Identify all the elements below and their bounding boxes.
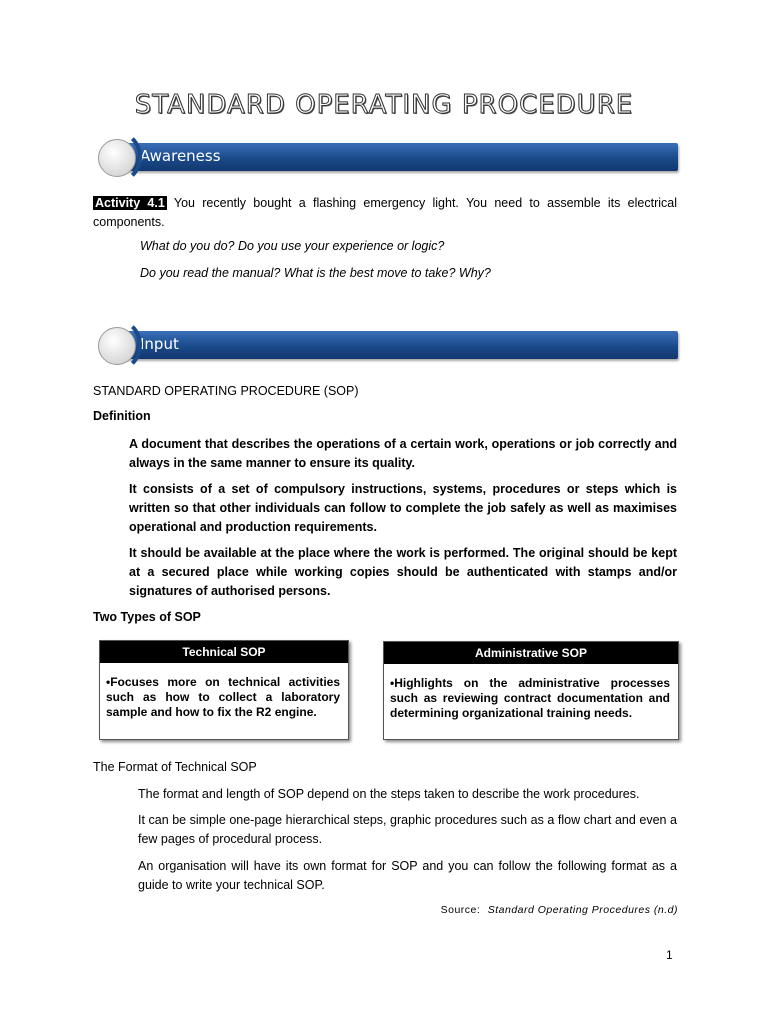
technical-sop-title: Technical SOP <box>100 641 348 663</box>
activity-text: You recently bought a flashing emergency light. You need to assemble its electrical components. <box>93 196 677 229</box>
administrative-sop-title: Administrative SOP <box>384 642 678 664</box>
types-heading: Two Types of SOP <box>93 610 201 624</box>
format-item: It can be simple one-page hierarchical steps, graphic procedures such as a flow chart and even a few pages of procedural process. <box>138 813 677 846</box>
definition-item: It should be available at the place where the work is performed. The original should be kept at a secured place while working copies should be authenticated with stamps and/or signatures of authorised persons. <box>129 546 677 598</box>
page-title: STANDARD OPERATING PROCEDURE <box>134 90 634 120</box>
circle-bullet-icon <box>98 327 136 365</box>
format-item: An organisation will have its own format for SOP and you can follow the following format as a guide to write your technical SOP. <box>138 859 677 892</box>
source-text: Standard Operating Procedures (n.d) <box>487 904 678 916</box>
definition-item: A document that describes the operations of a certain work, operations or job correctly and always in the same manner to ensure its quality. <box>129 437 677 470</box>
format-item: The format and length of SOP depend on the steps taken to describe the work procedures. <box>138 787 640 801</box>
definition-heading: Definition <box>93 409 151 423</box>
technical-sop-box <box>99 640 349 740</box>
sop-heading: STANDARD OPERATING PROCEDURE (SOP) <box>93 384 359 398</box>
section-label-awareness: Awareness <box>140 147 221 165</box>
administrative-sop-text: •Highlights on the administrative processes such as reviewing contract documentation and determining organizational training needs. <box>390 676 670 720</box>
activity-tag: Activity 4.1 <box>95 196 165 210</box>
source-label: Source: <box>440 904 481 916</box>
activity-question-1: What do you do? Do you use your experience or logic? <box>140 239 445 253</box>
section-banner-awareness <box>120 143 678 171</box>
format-heading: The Format of Technical SOP <box>93 760 257 774</box>
page-number: 1 <box>666 948 673 962</box>
activity-question-2: Do you read the manual? What is the best move to take? Why? <box>140 266 491 280</box>
source-citation <box>441 904 678 916</box>
circle-bullet-icon <box>98 139 136 177</box>
administrative-sop-box <box>383 641 679 740</box>
definition-item: It consists of a set of compulsory instructions, systems, procedures or steps which is written so that other individuals can follow to complete the job safely as well as maximises operational and production requirements. <box>129 482 677 534</box>
technical-sop-text: •Focuses more on technical activities such as how to collect a laboratory sample and how to fix the R2 engine. <box>106 675 340 719</box>
section-banner-input <box>120 331 678 359</box>
section-label-input: Input <box>140 335 179 353</box>
activity-paragraph <box>93 194 677 232</box>
